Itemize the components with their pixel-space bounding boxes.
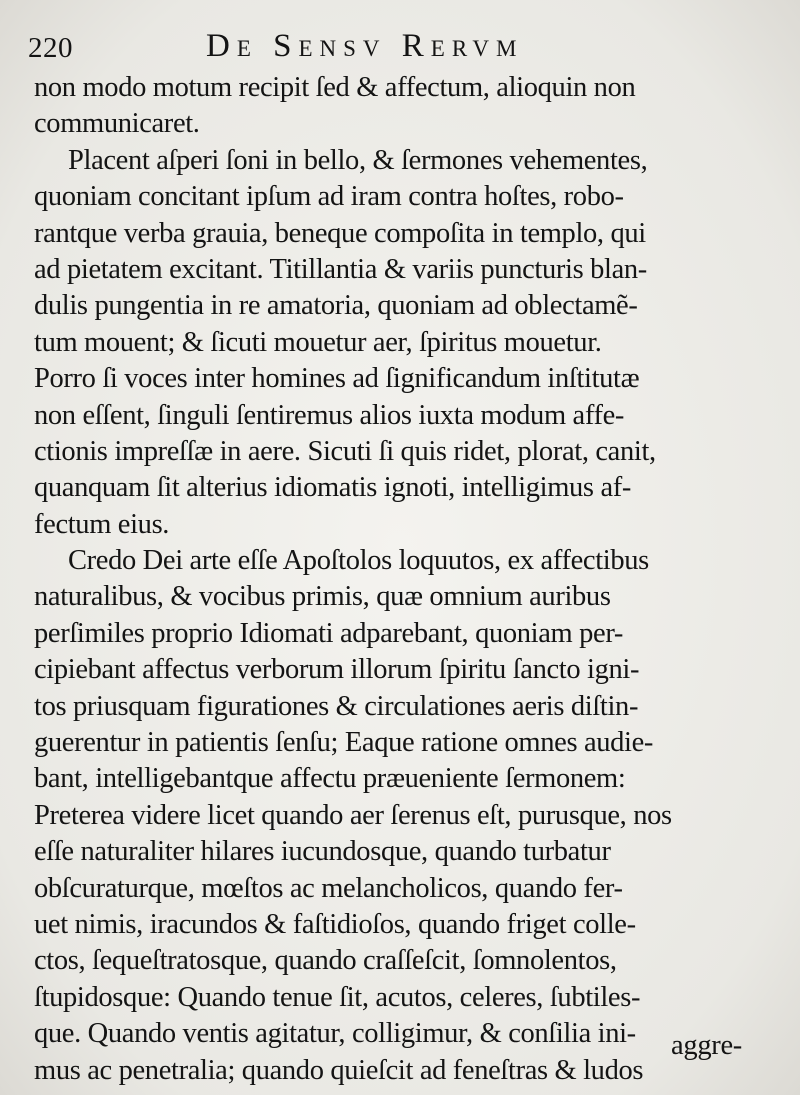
text-line: Porro ſi voces inter homines ad ſignificandum inſtitutæ bbox=[34, 363, 640, 395]
text-line: quoniam concitant ipſum ad iram contra hoſtes, robo- bbox=[34, 181, 624, 213]
text-line: tos priusquam figurationes & circulationes aeris diſtin- bbox=[34, 690, 639, 722]
catchword: aggre- bbox=[671, 1030, 742, 1061]
paragraph bbox=[34, 143, 746, 543]
text-line: dulis pungentia in re amatoria, quoniam ad oblectamẽ- bbox=[34, 290, 638, 322]
text-line: fectum eius. bbox=[34, 508, 170, 540]
text-line: ctionis impreſſæ in aere. Sicuti ſi quis ridet, plorat, canit, bbox=[34, 435, 656, 467]
text-line: perſimiles proprio Idiomati adparebant, quoniam per- bbox=[34, 617, 624, 649]
text-line: tum mouent; & ſicuti mouetur aer, ſpiritus mouetur. bbox=[34, 326, 602, 358]
text-line: cipiebant affectus verborum illorum ſpiritu ſancto igni- bbox=[34, 654, 640, 686]
text-line: obſcuraturque, mœſtos ac melancholicos, quando fer- bbox=[34, 872, 623, 904]
text-line: Credo Dei arte eſſe Apoſtolos loquutos, ex affectibus bbox=[68, 545, 649, 577]
page-number: 220 bbox=[28, 32, 73, 64]
text-line: que. Quando ventis agitatur, colligimur, & conſilia ini- bbox=[34, 1018, 636, 1050]
text-line: Placent aſperi ſoni in bello, & ſermones vehementes, bbox=[68, 144, 648, 176]
body-text bbox=[34, 70, 746, 1089]
text-line: communicaret. bbox=[34, 108, 200, 140]
text-line: guerentur in patientis ſenſu; Eaque ratione omnes audie- bbox=[34, 727, 654, 759]
paragraph bbox=[34, 543, 746, 1089]
text-line: eſſe naturaliter hilares iucundosque, quando turbatur bbox=[34, 836, 611, 868]
page-header bbox=[28, 28, 760, 68]
paragraph bbox=[34, 70, 746, 143]
text-line: ſtupidosque: Quando tenue ſit, acutos, celeres, ſubtiles- bbox=[34, 981, 641, 1013]
running-title: De Sensv Rervm bbox=[206, 28, 524, 64]
text-line: bant, intelligebantque affectu præueniente ſermonem: bbox=[34, 763, 626, 795]
text-line: non modo motum recipit ſed & affectum, alioquin non bbox=[34, 72, 636, 103]
text-line: mus ac penetralia; quando quieſcit ad feneſtras & ludos bbox=[34, 1054, 644, 1086]
text-line: naturalibus, & vocibus primis, quæ omnium auribus bbox=[34, 581, 611, 613]
text-line: quanquam ſit alterius idiomatis ignoti, intelligimus af- bbox=[34, 472, 632, 504]
text-line: Preterea videre licet quando aer ſerenus eſt, purusque, nos bbox=[34, 799, 672, 831]
text-line: non eſſent, ſinguli ſentiremus alios iuxta modum affe- bbox=[34, 399, 625, 431]
text-line: rantque verba grauia, beneque compoſita in templo, qui bbox=[34, 217, 646, 249]
text-line: uet nimis, iracundos & faſtidioſos, quando friget colle- bbox=[34, 908, 636, 940]
text-line: ctos, ſequeſtratosque, quando craſſeſcit, ſomnolentos, bbox=[34, 945, 617, 977]
text-line: ad pietatem excitant. Titillantia & variis puncturis blan- bbox=[34, 253, 647, 285]
